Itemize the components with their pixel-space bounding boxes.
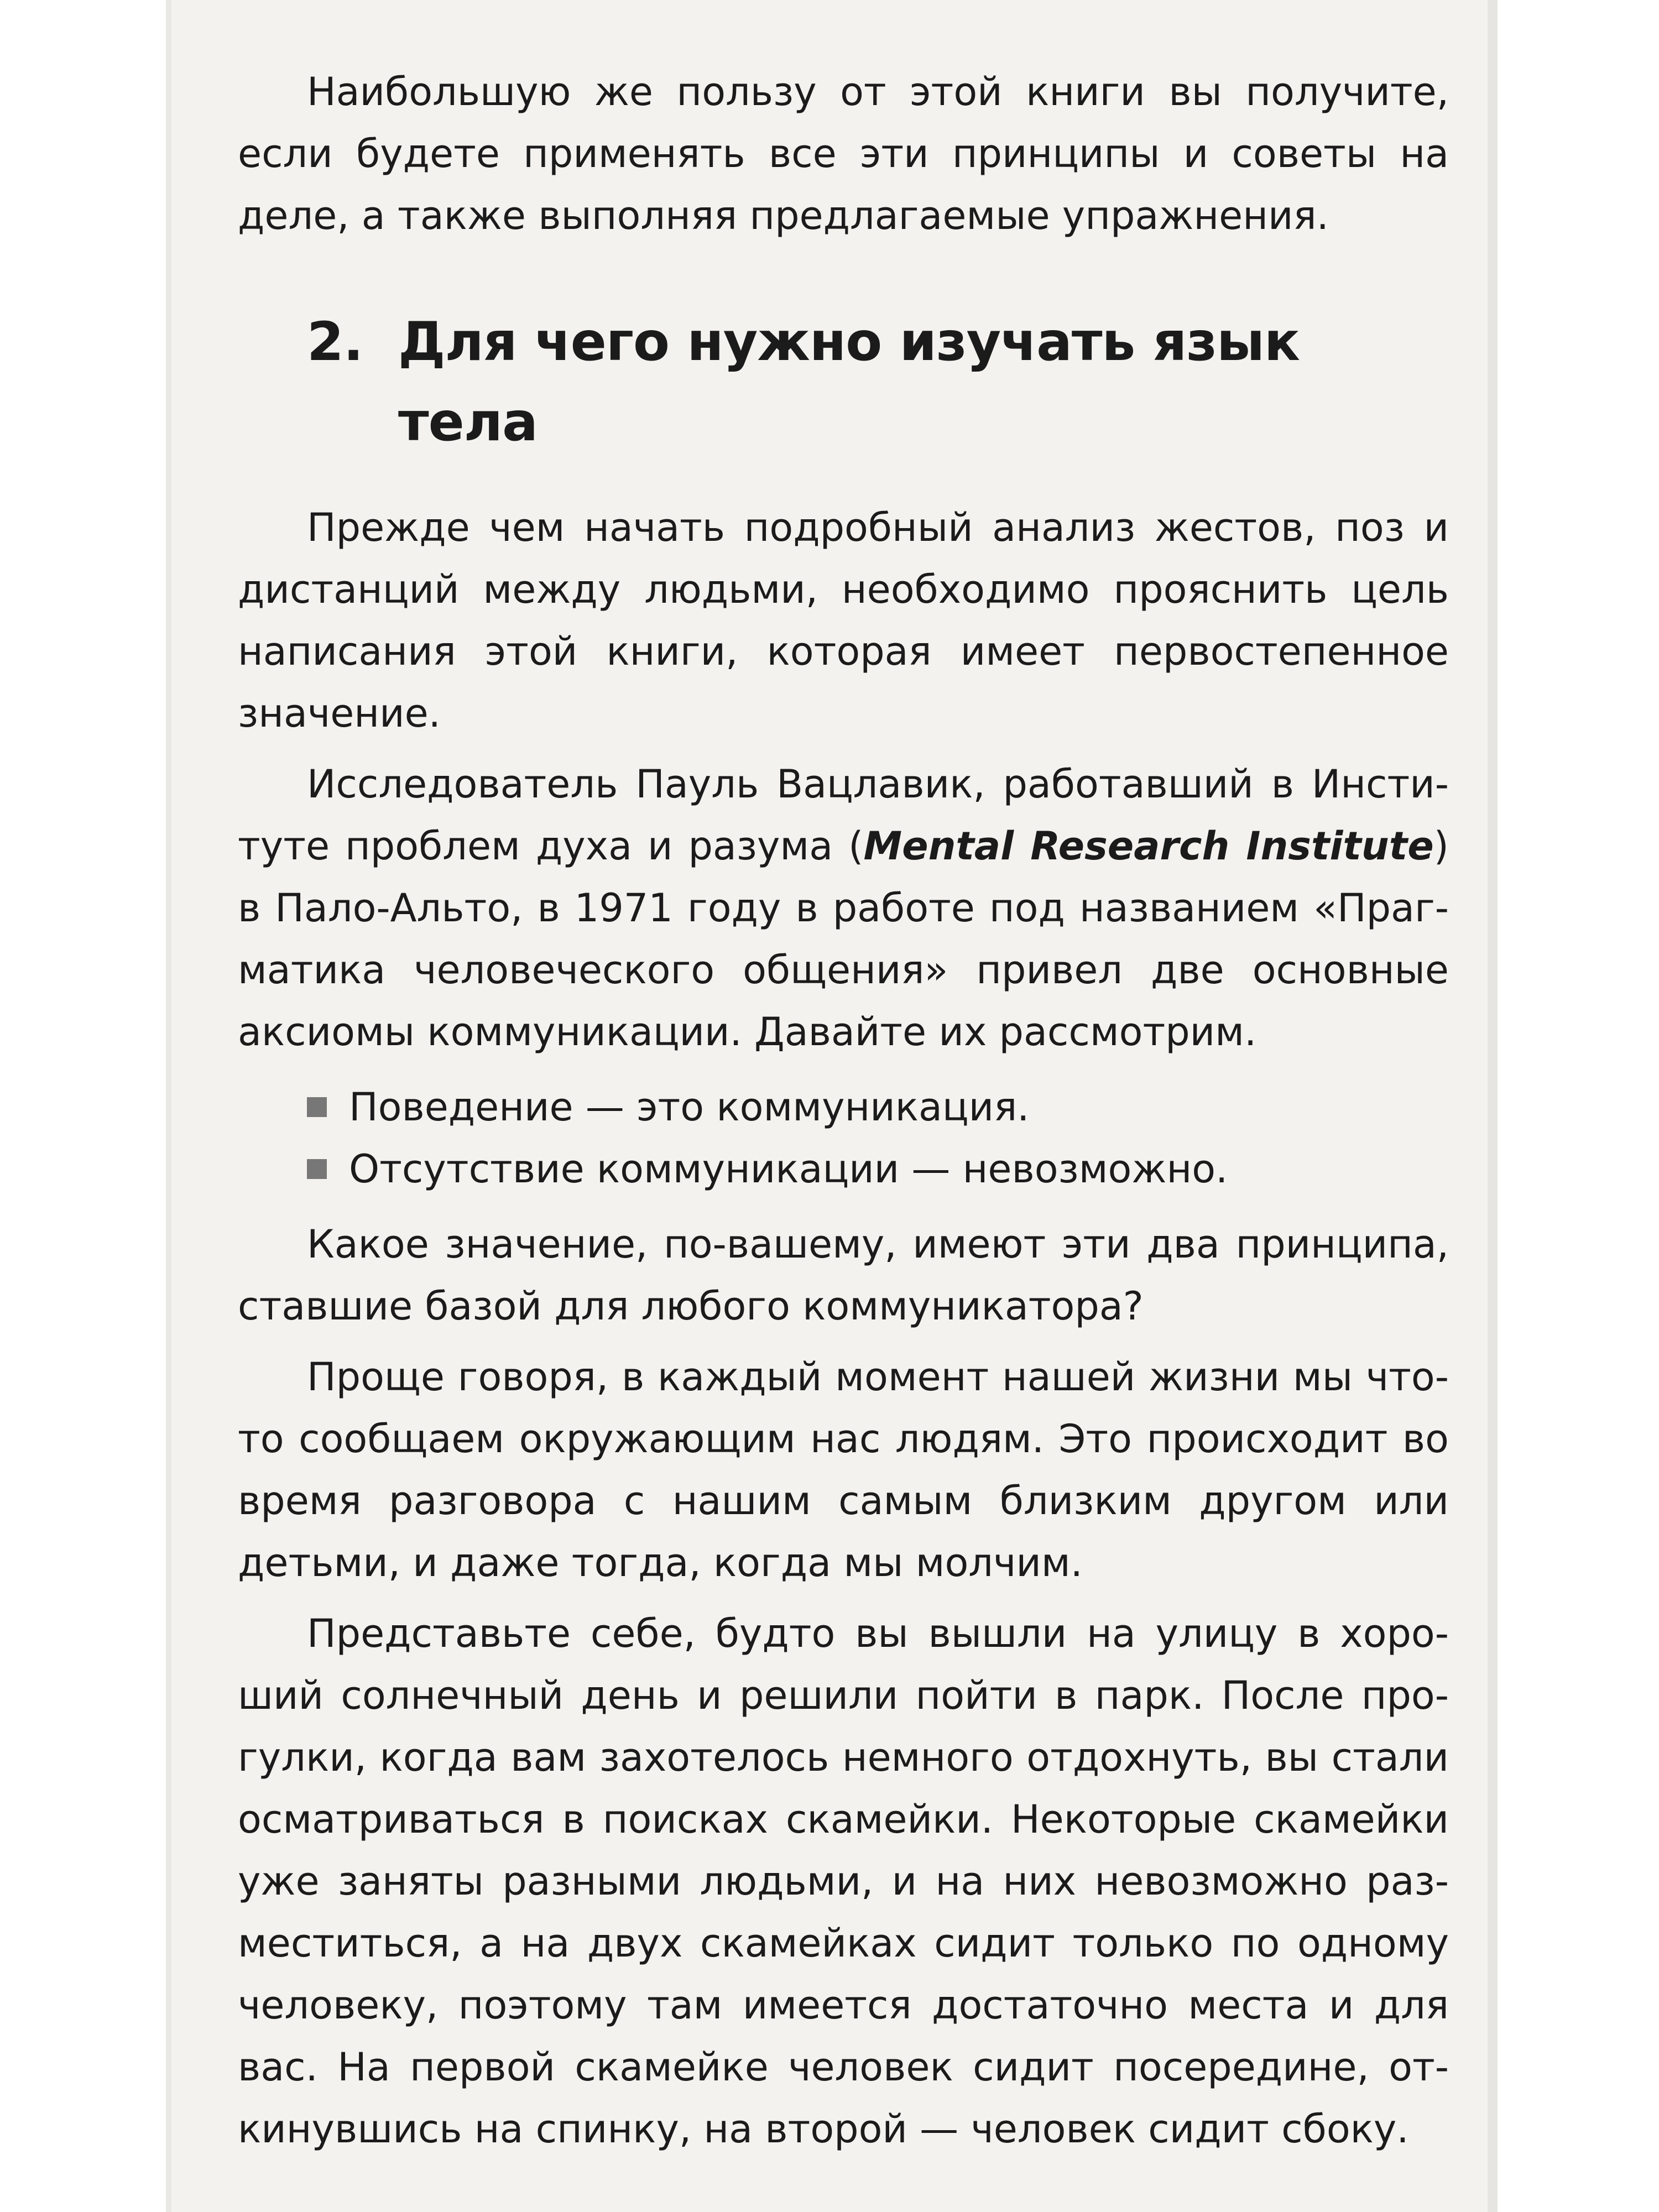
axiom-text: Поведение — это коммуникация. bbox=[349, 1084, 1030, 1130]
page-edge-right bbox=[1488, 0, 1498, 2212]
paragraph-purpose: Прежде чем начать подробный анализ жестов, поз и дистанций между людьми, необходимо прояснить цель написания этой книги, которая имеет первостепенное значение. bbox=[238, 505, 1449, 736]
paragraph-park: Представьте себе, будто вы вышли на улицу в хороший солнечный день и решили пойти в парк. После прогулки, когда вам захотелось немного отдохнуть, вы стали осматриваться в поисках скамейки. Некоторые скамейки уже заняты разными людьми, и на них невозможно разместиться, а на двух скамейках сидит только по одному человеку, поэтому там имеется достаточно места и для вас. На первой скамейке человек сидит посередине, откинувшись на спинку, на второй — человек сидит сбоку. bbox=[238, 1611, 1449, 2152]
paragraph-simply: Проще говоря, в каждый момент нашей жизни мы что-то сообщаем окружающим нас людям. Это происходит во время разговора с нашим самым близким другом или детьми, и даже тогда, когда мы молчим. bbox=[238, 1354, 1449, 1585]
intro-paragraph: Наибольшую же пользу от этой книги вы получите, если будете применять все эти принципы и советы на деле, а также выполняя предлагаемые упражнения. bbox=[238, 69, 1449, 238]
text-column bbox=[238, 61, 1449, 2160]
axiom-text: Отсутствие коммуникации — невозможно. bbox=[349, 1146, 1228, 1192]
axioms-list bbox=[238, 1076, 1449, 1200]
section-number: 2. bbox=[307, 311, 363, 373]
square-bullet-icon bbox=[307, 1159, 327, 1179]
section-title: Для чего нужно изучать язык тела bbox=[398, 311, 1300, 453]
paragraph-vatslavik bbox=[238, 753, 1449, 1063]
square-bullet-icon bbox=[307, 1097, 327, 1117]
list-item bbox=[238, 1076, 1449, 1138]
vatslavik-text-before: Исследователь Пауль Вацлавик, работавший в Институте проблем духа и разума ( bbox=[238, 761, 1449, 869]
institute-name: Mental Research Institute bbox=[863, 823, 1434, 869]
paragraph-question: Какое значение, по-вашему, имеют эти два принципа, ставшие базой для любого коммуникатора? bbox=[238, 1222, 1449, 1329]
list-item bbox=[238, 1138, 1449, 1200]
section-heading bbox=[238, 302, 1449, 462]
vatslavik-text-after: ) в Пало-Альто, в 1971 году в работе под названием «Прагматика человеческого общения» привел две основные аксиомы коммуникации. Давайте их рассмотрим. bbox=[238, 823, 1449, 1055]
